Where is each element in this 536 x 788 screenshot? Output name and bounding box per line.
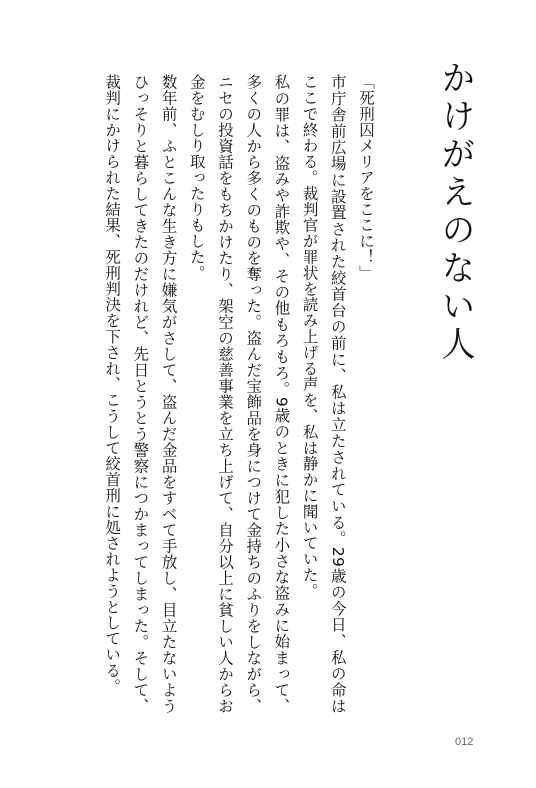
paragraph: 市庁舎前広場に設置された絞首台の前に、私は立たされている。29歳の今日、私の命はここで終わる。裁判官が罪状を読み上げる声を、私は静かに聞いていた。 [300, 74, 347, 714]
body-text [80, 74, 380, 714]
paragraph: 「死刑囚メリアをここに！」 [357, 74, 375, 281]
page-number: 012 [455, 736, 474, 748]
paragraph: 私の罪は、盗みや詐欺や、その他もろもろ。9歳のときに犯した小さな盗みに始まって、多くの人から多くのものを奪った。盗んだ宝飾品を身につけて金持ちのふりをしながら、ニセの投資話をもちかけたり、架空の慈善事業を立ち上げて、自分以上に貧しい人からお金をむしり取ったりもした。 [187, 74, 291, 714]
chapter-title: かけがえのない人 [435, 60, 475, 364]
paragraph: 数年前、ふとこんな生き方に嫌気がさして、盗んだ金品をすべて手放し、目立たないようひっそりと暮らしてきたのだけれど、先日とうとう警察につかまってしまった。そして、裁判にかけられた結果、死刑判決を下され、こうして絞首刑に処されようとしている。 [103, 74, 178, 714]
